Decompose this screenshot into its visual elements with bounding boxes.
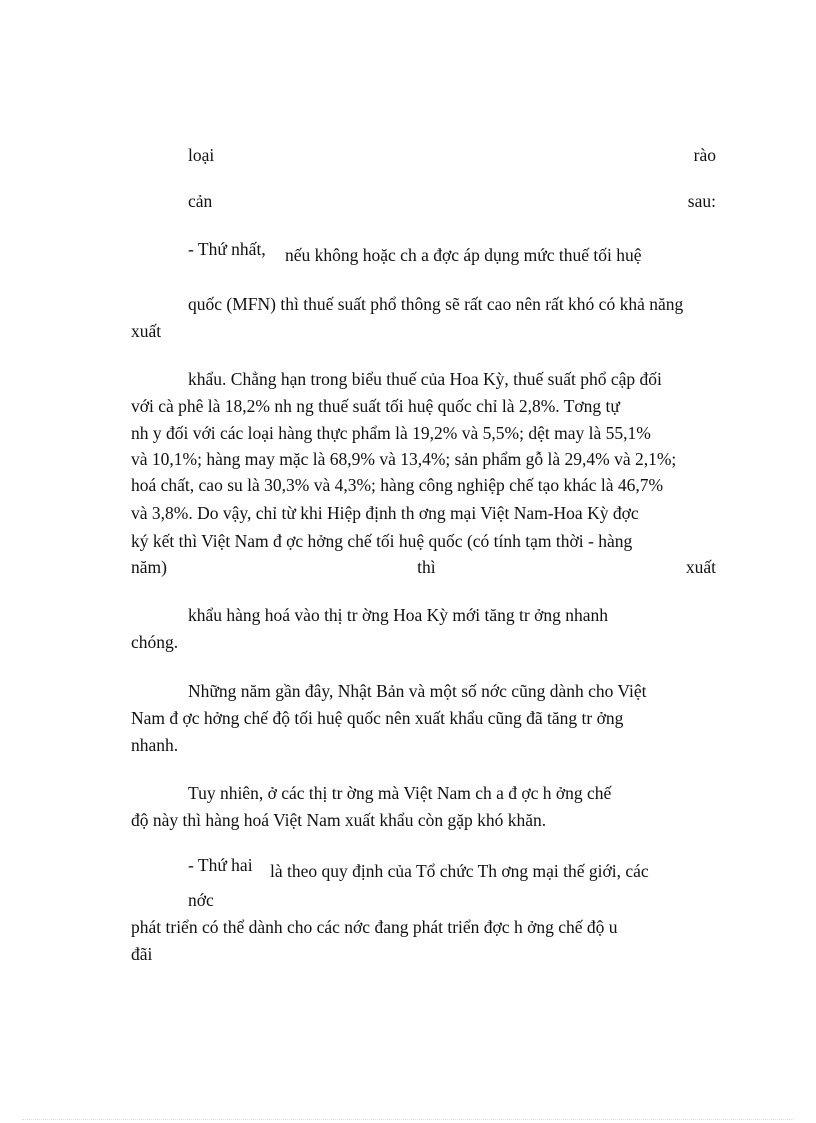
text-line-3: nếu không hoặc ch a đợc áp dụng mức thuế tối huệ <box>285 245 642 265</box>
text-line-16: Những năm gần đây, Nhật Bản và một số nớc cũng dành cho Việt <box>188 681 647 701</box>
text-line-15: chóng. <box>131 632 179 652</box>
section-label-second: - Thứ hai <box>188 855 253 875</box>
text-line-12: ký kết thì Việt Nam đ ợc hởng chế tối huệ quốc (có tính tạm thời - hàng <box>131 531 633 551</box>
text-line-5: xuất <box>131 321 162 341</box>
text-line-8: nh y đối với các loại hàng thực phẩm là 19,2% và 5,5%; dệt may là 55,1% <box>131 423 651 443</box>
page-bottom-border <box>22 1119 794 1120</box>
text-line-17: Nam đ ợc hởng chế độ tối huệ quốc nên xuất khẩu cũng đã tăng tr ởng <box>131 708 624 728</box>
text-line-6: khẩu. Chẳng hạn trong biểu thuế của Hoa Kỳ, thuế suất phổ cập đối <box>188 369 662 389</box>
word: thì <box>417 557 436 577</box>
word: xuất <box>685 557 716 577</box>
text-line-2 <box>188 190 716 212</box>
text-line-20: độ này thì hàng hoá Việt Nam xuất khẩu còn gặp khó khăn. <box>131 810 547 830</box>
text-line-24: đãi <box>131 944 153 964</box>
text-line-14: khẩu hàng hoá vào thị tr ờng Hoa Kỳ mới tăng tr ởng nhanh <box>188 605 608 625</box>
word: loại <box>188 145 215 165</box>
word: năm) <box>131 557 167 577</box>
text-line-1 <box>188 144 716 166</box>
word: sau: <box>687 191 716 211</box>
word: rào <box>693 145 716 165</box>
text-line-21: là theo quy định của Tổ chức Th ơng mại thế giới, các <box>270 861 649 881</box>
text-line-22: nớc <box>188 890 214 910</box>
text-line-11: và 3,8%. Do vậy, chỉ từ khi Hiệp định th ơng mại Việt Nam-Hoa Kỳ đợc <box>131 503 639 523</box>
text-line-4: quốc (MFN) thì thuế suất phổ thông sẽ rất cao nên rất khó có khả năng <box>188 294 684 314</box>
text-line-9: và 10,1%; hàng may mặc là 68,9% và 13,4%; sản phẩm gỗ là 29,4% và 2,1%; <box>131 449 677 469</box>
text-line-10: hoá chất, cao su là 30,3% và 4,3%; hàng công nghiệp chế tạo khác là 46,7% <box>131 475 664 495</box>
text-line-19: Tuy nhiên, ở các thị tr ờng mà Việt Nam ch a đ ợc h ởng chế <box>188 783 612 803</box>
word: cản <box>188 191 213 211</box>
text-line-23: phát triển có thể dành cho các nớc đang phát triển đợc h ởng chế độ u <box>131 917 618 937</box>
text-line-13 <box>131 556 716 578</box>
section-label-first: - Thứ nhất, <box>188 239 266 259</box>
text-line-7: với cà phê là 18,2% nh ng thuế suất tối huệ quốc chỉ là 2,8%. Tơng tự <box>131 396 620 416</box>
text-line-18: nhanh. <box>131 735 179 755</box>
